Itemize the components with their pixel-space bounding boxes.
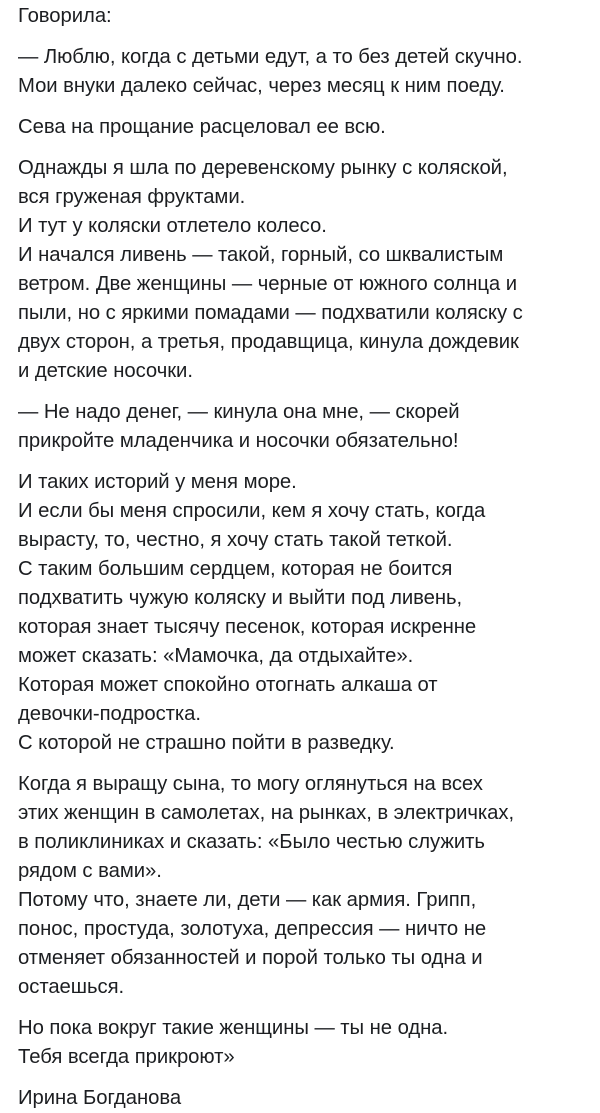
text-line: Тебя всегда прикроют» [18,1046,235,1068]
paragraph [18,1014,588,1072]
text-line: может сказать: «Мамочка, да отдыхайте». [18,645,414,667]
text-line: И тут у коляски отлетело колесо. [18,215,327,237]
text-line: И если бы меня спросили, кем я хочу стать, когда [18,500,486,522]
text-line: Которая может спокойно отогнать алкаша от [18,674,438,696]
text-line: девочки-подростка. [18,703,201,725]
paragraph [18,2,588,31]
paragraph [18,398,588,456]
text-line: отменяет обязанностей и порой только ты одна и [18,947,483,969]
paragraph [18,770,588,1002]
text-line: Сева на прощание расцеловал ее всю. [18,116,386,138]
text-line: Говорила: [18,5,112,27]
post-body [18,2,588,1113]
text-line: Мои внуки далеко сейчас, через месяц к ним поеду. [18,75,505,97]
paragraph [18,43,588,101]
text-line: С таким большим сердцем, которая не боится [18,558,453,580]
text-line: вырасту, то, честно, я хочу стать такой теткой. [18,529,453,551]
text-line: подхватить чужую коляску и выйти под ливень, [18,587,463,609]
text-line: И начался ливень — такой, горный, со шквалистым [18,244,504,266]
text-line: Потому что, знаете ли, дети — как армия. Грипп, [18,889,477,911]
text-line: ветром. Две женщины — черные от южного солнца и [18,273,518,295]
text-line: в поликлиниках и сказать: «Было честью служить [18,831,485,853]
text-line: — Люблю, когда с детьми едут, а то без детей скучно. [18,46,523,68]
text-line: С которой не страшно пойти в разведку. [18,732,395,754]
paragraph [18,468,588,758]
text-line: Но пока вокруг такие женщины — ты не одна. [18,1017,449,1039]
text-line: понос, простуда, золотуха, депрессия — ничто не [18,918,487,940]
text-line: И таких историй у меня море. [18,471,297,493]
text-line: Однажды я шла по деревенскому рынку с коляской, [18,157,508,179]
paragraph [18,154,588,386]
text-line: которая знает тысячу песенок, которая искренне [18,616,477,638]
paragraph [18,113,588,142]
text-line: — Не надо денег, — кинула она мне, — скорей [18,401,460,423]
text-line: прикройте младенчика и носочки обязательно! [18,430,459,452]
text-line: остаешься. [18,976,125,998]
text-line: рядом с вами». [18,860,162,882]
text-line: и детские носочки. [18,360,193,382]
author-name: Ирина Богданова [18,1087,182,1109]
text-line: двух сторон, а третья, продавщица, кинула дождевик [18,331,519,353]
text-line: вся груженая фруктами. [18,186,246,208]
text-line: Когда я выращу сына, то могу оглянуться на всех [18,773,483,795]
text-line: этих женщин в самолетах, на рынках, в электричках, [18,802,515,824]
text-line: пыли, но с яркими помадами — подхватили коляску с [18,302,523,324]
author-signature [18,1084,588,1113]
